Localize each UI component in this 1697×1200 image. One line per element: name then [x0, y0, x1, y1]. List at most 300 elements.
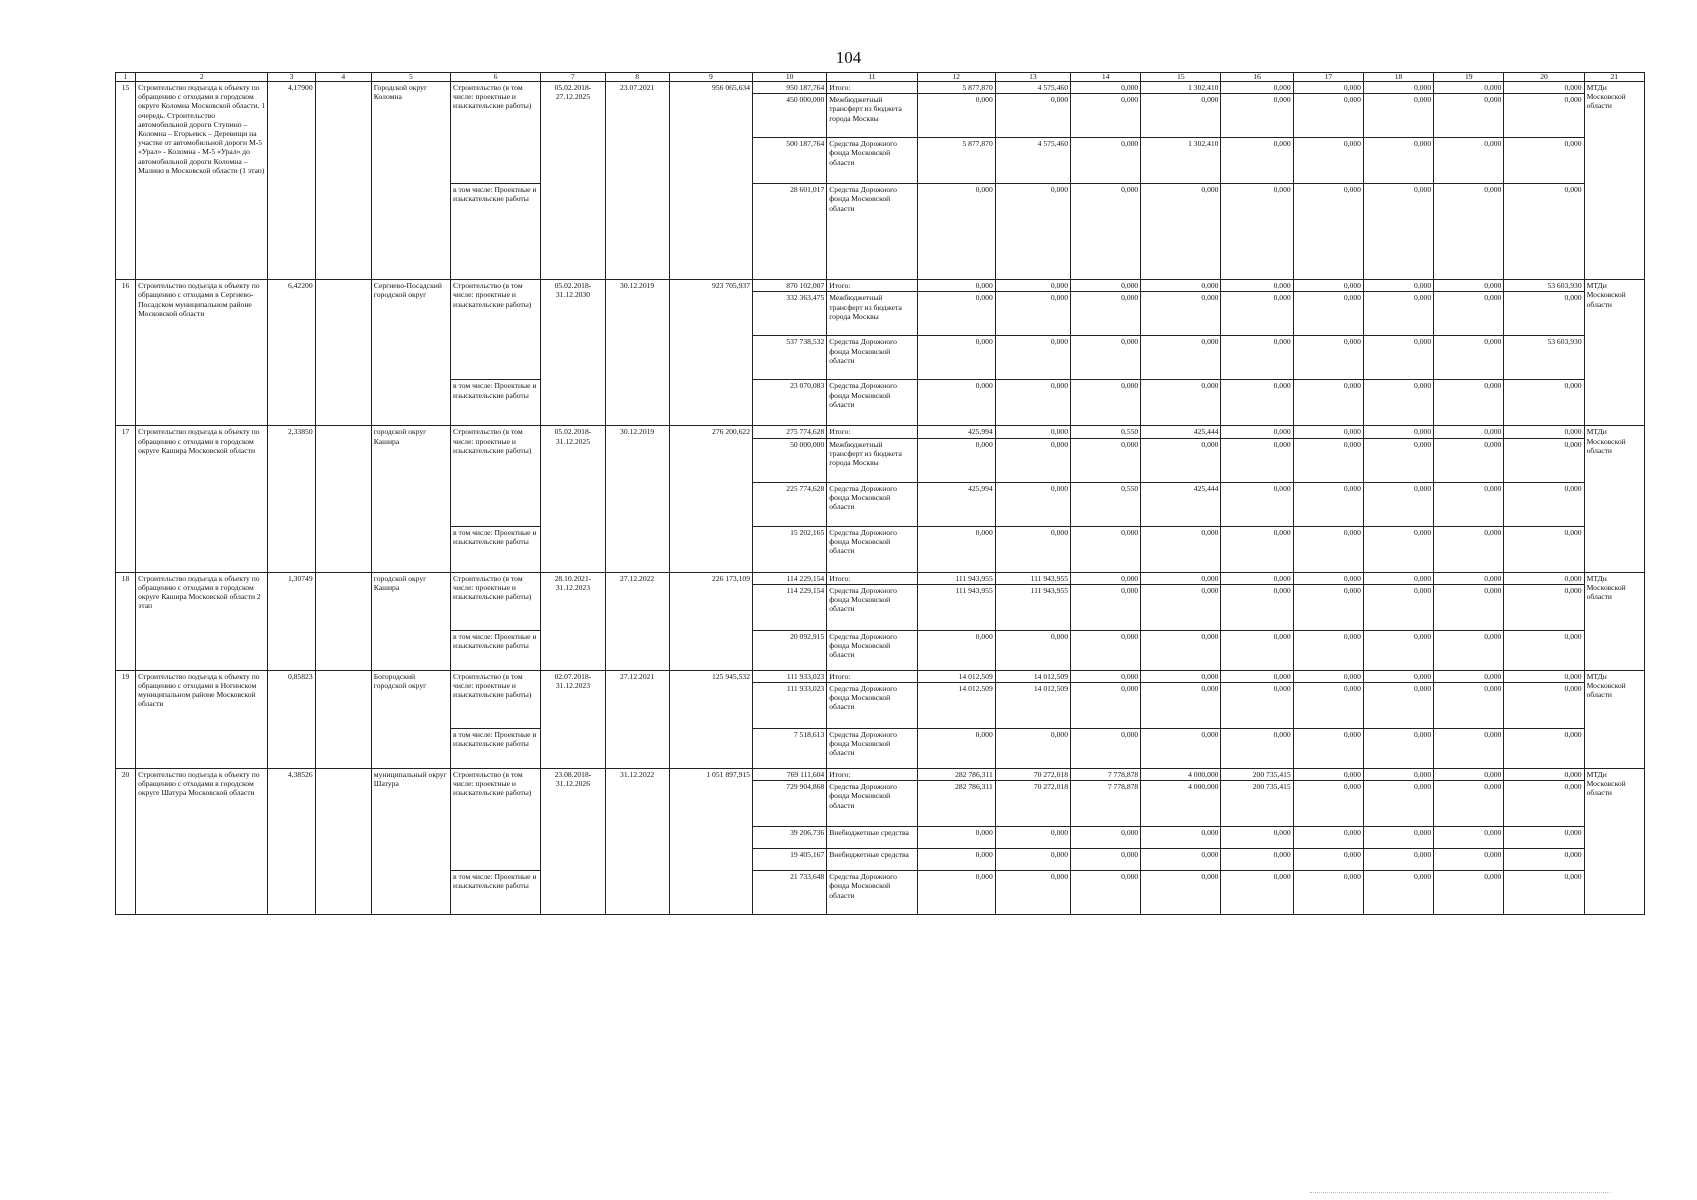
table-row: [116, 572, 1645, 584]
year-amount: 0,000: [1434, 781, 1504, 827]
total-amount: 500 187,764: [753, 138, 827, 184]
year-amount: 0,000: [1504, 380, 1584, 426]
funding-source: Межбюджетный трансферт из бюджета города Москвы: [827, 438, 917, 482]
year-amount: 0,000: [1221, 138, 1293, 184]
total-amount: 50 000,000: [753, 438, 827, 482]
year-amount: 0,000: [995, 380, 1070, 426]
funding-source: Итого:: [827, 280, 917, 292]
total-amount: 537 738,532: [753, 336, 827, 380]
column-number: 6: [451, 73, 541, 82]
year-amount: 0,000: [1363, 769, 1433, 781]
program-objects-table: [115, 72, 1645, 915]
year-amount: 0,000: [995, 438, 1070, 482]
year-amount: 425,994: [917, 426, 995, 438]
year-amount: 0,000: [1363, 94, 1433, 138]
funding-source: Итого:: [827, 426, 917, 438]
year-amount: 0,000: [1293, 292, 1363, 336]
total-amount: 28 601,017: [753, 184, 827, 280]
completion-date: 23.07.2021: [605, 82, 669, 280]
year-amount: 0,000: [1434, 426, 1504, 438]
completion-date: 30.12.2019: [605, 280, 669, 426]
period: 05.02.2018-31.12.2025: [541, 426, 605, 572]
year-amount: 0,000: [1071, 82, 1141, 94]
year-amount: 0,000: [1141, 827, 1221, 849]
year-amount: 0,000: [1293, 683, 1363, 729]
column-number: 10: [753, 73, 827, 82]
column-number: 12: [917, 73, 995, 82]
year-amount: 0,000: [1363, 729, 1433, 769]
work-type-sub: в том числе: Проектные и изыскательские работы: [451, 871, 541, 915]
year-amount: 5 877,870: [917, 138, 995, 184]
year-amount: 0,000: [1504, 827, 1584, 849]
year-amount: 111 943,955: [917, 584, 995, 630]
year-amount: 0,000: [1293, 781, 1363, 827]
year-amount: 0,000: [1363, 184, 1433, 280]
year-amount: 0,000: [1504, 184, 1584, 280]
year-amount: 0,000: [917, 380, 995, 426]
year-amount: 53 603,930: [1504, 280, 1584, 292]
total-amount: 769 111,604: [753, 769, 827, 781]
year-amount: 0,000: [1293, 670, 1363, 682]
work-type: Строительство (в том числе: проектные и изыскательские работы): [451, 572, 541, 630]
year-amount: 0,000: [1293, 526, 1363, 572]
year-amount: 0,000: [1141, 94, 1221, 138]
total-amount: 225 774,628: [753, 482, 827, 526]
funding-source: Средства Дорожного фонда Московской области: [827, 336, 917, 380]
year-amount: 0,000: [1221, 184, 1293, 280]
total-amount: 450 000,000: [753, 94, 827, 138]
funding-source: Средства Дорожного фонда Московской области: [827, 683, 917, 729]
year-amount: 0,000: [995, 426, 1070, 438]
year-amount: 0,000: [1434, 482, 1504, 526]
funding-source: Средства Дорожного фонда Московской области: [827, 526, 917, 572]
funding-source: Средства Дорожного фонда Московской области: [827, 184, 917, 280]
year-amount: 0,000: [1363, 426, 1433, 438]
district: Богородский городской округ: [371, 670, 450, 768]
cost: 276 200,622: [669, 426, 752, 572]
scan-artifact: [1310, 1192, 1610, 1195]
year-amount: 0,000: [1363, 138, 1433, 184]
year-amount: 0,000: [1071, 94, 1141, 138]
year-amount: 0,000: [1141, 280, 1221, 292]
year-amount: 0,000: [1434, 630, 1504, 670]
district: муниципальный округ Шатура: [371, 769, 450, 915]
year-amount: 0,000: [1363, 670, 1433, 682]
year-amount: 0,000: [1363, 572, 1433, 584]
year-amount: 0,000: [1071, 871, 1141, 915]
year-amount: 7 778,878: [1071, 781, 1141, 827]
year-amount: 14 012,509: [995, 670, 1070, 682]
year-amount: 0,000: [1141, 584, 1221, 630]
year-amount: 0,000: [1363, 526, 1433, 572]
year-amount: 0,000: [995, 729, 1070, 769]
year-amount: 0,000: [1504, 769, 1584, 781]
year-amount: 0,000: [1071, 184, 1141, 280]
year-amount: 0,000: [1221, 630, 1293, 670]
table-row: [116, 280, 1645, 292]
year-amount: 0,000: [1363, 438, 1433, 482]
period: 02.07.2018-31.12.2023: [541, 670, 605, 768]
year-amount: 0,000: [1293, 630, 1363, 670]
year-amount: 0,000: [1141, 630, 1221, 670]
year-amount: 0,000: [917, 280, 995, 292]
year-amount: 4 575,460: [995, 82, 1070, 94]
row-number: 18: [116, 572, 136, 670]
column-4: [315, 670, 371, 768]
column-number: 3: [268, 73, 315, 82]
year-amount: 0,000: [917, 438, 995, 482]
year-amount: 0,000: [1141, 438, 1221, 482]
year-amount: 0,000: [995, 849, 1070, 871]
responsible-body: МТДи Московской области: [1584, 670, 1644, 768]
cost: 1 051 897,915: [669, 769, 752, 915]
year-amount: 0,000: [995, 184, 1070, 280]
year-amount: 0,000: [1434, 683, 1504, 729]
year-amount: 0,000: [1221, 426, 1293, 438]
year-amount: 0,000: [1293, 280, 1363, 292]
total-amount: 20 092,915: [753, 630, 827, 670]
year-amount: 0,000: [995, 280, 1070, 292]
column-number-row: [116, 73, 1645, 82]
year-amount: 0,000: [1504, 630, 1584, 670]
length-km: 4,38526: [268, 769, 315, 915]
year-amount: 1 302,410: [1141, 82, 1221, 94]
object-name: Строительство подъезда к объекту по обращению с отходами в городском округе Коломна Московской области. 1 очередь. Строительство автомобильной дороги Ступино – Коломна – Егорьевск – Деревищи на участке от автомобильной дороги М-5 «Урал» - Коломна - М-5 «Урал» до автомобильной дороги Коломна – Малино в Московской области (1 этап): [136, 82, 268, 280]
responsible-body: МТДи Московской области: [1584, 280, 1644, 426]
year-amount: 5 877,870: [917, 82, 995, 94]
year-amount: 0,000: [1071, 683, 1141, 729]
year-amount: 0,000: [1504, 82, 1584, 94]
total-amount: 275 774,628: [753, 426, 827, 438]
year-amount: 0,000: [1221, 827, 1293, 849]
column-number: 2: [136, 73, 268, 82]
total-amount: 111 933,023: [753, 683, 827, 729]
year-amount: 0,000: [1141, 729, 1221, 769]
year-amount: 425,444: [1141, 426, 1221, 438]
year-amount: 0,000: [1071, 584, 1141, 630]
total-amount: 332 363,475: [753, 292, 827, 336]
year-amount: 53 603,930: [1504, 336, 1584, 380]
year-amount: 0,000: [917, 827, 995, 849]
year-amount: 111 943,955: [917, 572, 995, 584]
length-km: 4,17900: [268, 82, 315, 280]
year-amount: 0,000: [995, 292, 1070, 336]
district: Сергиево-Посадский городской округ: [371, 280, 450, 426]
year-amount: 282 786,311: [917, 781, 995, 827]
total-amount: 950 187,764: [753, 82, 827, 94]
year-amount: 0,000: [1293, 184, 1363, 280]
year-amount: 4 000,000: [1141, 769, 1221, 781]
year-amount: 0,000: [1363, 482, 1433, 526]
funding-source: Средства Дорожного фонда Московской области: [827, 584, 917, 630]
year-amount: 0,000: [1141, 336, 1221, 380]
total-amount: 15 202,165: [753, 526, 827, 572]
year-amount: 0,000: [1363, 292, 1433, 336]
year-amount: 0,000: [1363, 336, 1433, 380]
table-row: [116, 426, 1645, 438]
year-amount: 0,000: [917, 729, 995, 769]
year-amount: 0,000: [1071, 670, 1141, 682]
year-amount: 0,000: [1434, 138, 1504, 184]
year-amount: 0,000: [995, 871, 1070, 915]
completion-date: 30.12.2019: [605, 426, 669, 572]
object-name: Строительство подъезда к объекту по обращению с отходами в Сергиево-Посадском муниципальном районе Московской области: [136, 280, 268, 426]
year-amount: 111 943,955: [995, 572, 1070, 584]
work-type-sub: в том числе: Проектные и изыскательские работы: [451, 380, 541, 426]
year-amount: 0,000: [1363, 280, 1433, 292]
year-amount: 0,000: [1221, 482, 1293, 526]
year-amount: 111 943,955: [995, 584, 1070, 630]
table-row: [116, 769, 1645, 781]
row-number: 17: [116, 426, 136, 572]
year-amount: 0,000: [1434, 584, 1504, 630]
column-number: 7: [541, 73, 605, 82]
year-amount: 0,000: [1071, 729, 1141, 769]
year-amount: 0,000: [1504, 138, 1584, 184]
completion-date: 27.12.2021: [605, 670, 669, 768]
year-amount: 4 000,000: [1141, 781, 1221, 827]
row-number: 19: [116, 670, 136, 768]
total-amount: 870 102,007: [753, 280, 827, 292]
year-amount: 0,000: [917, 630, 995, 670]
period: 23.08.2018-31.12.2026: [541, 769, 605, 915]
year-amount: 0,000: [1434, 336, 1504, 380]
column-number: 9: [669, 73, 752, 82]
year-amount: 0,000: [1071, 380, 1141, 426]
year-amount: 0,000: [917, 526, 995, 572]
year-amount: 0,000: [1293, 729, 1363, 769]
year-amount: 4 575,460: [995, 138, 1070, 184]
year-amount: 14 012,509: [917, 670, 995, 682]
total-amount: 114 229,154: [753, 584, 827, 630]
year-amount: 0,000: [917, 94, 995, 138]
funding-source: Межбюджетный трансферт из бюджета города Москвы: [827, 292, 917, 336]
column-4: [315, 280, 371, 426]
column-number: 21: [1584, 73, 1644, 82]
work-type: Строительство (в том числе: проектные и изыскательские работы): [451, 280, 541, 380]
year-amount: 0,000: [1504, 584, 1584, 630]
completion-date: 31.12.2022: [605, 769, 669, 915]
page-number: 104: [835, 48, 862, 67]
year-amount: 200 735,415: [1221, 769, 1293, 781]
funding-source: Итого:: [827, 769, 917, 781]
year-amount: 0,000: [1293, 584, 1363, 630]
year-amount: 0,000: [1071, 630, 1141, 670]
total-amount: 21 733,648: [753, 871, 827, 915]
year-amount: 0,000: [1434, 526, 1504, 572]
year-amount: 0,000: [1293, 82, 1363, 94]
year-amount: 0,000: [995, 482, 1070, 526]
year-amount: 0,000: [1221, 729, 1293, 769]
year-amount: 0,000: [1293, 138, 1363, 184]
responsible-body: МТДи Московской области: [1584, 426, 1644, 572]
year-amount: 0,000: [1293, 438, 1363, 482]
year-amount: 0,550: [1071, 482, 1141, 526]
object-name: Строительство подъезда к объекту по обращению с отходами в городском округе Шатура Московской области: [136, 769, 268, 915]
year-amount: 425,444: [1141, 482, 1221, 526]
total-amount: 114 229,154: [753, 572, 827, 584]
year-amount: 0,000: [1363, 584, 1433, 630]
funding-source: Средства Дорожного фонда Московской области: [827, 630, 917, 670]
year-amount: 0,000: [1434, 849, 1504, 871]
cost: 956 065,634: [669, 82, 752, 280]
year-amount: 0,000: [1504, 781, 1584, 827]
responsible-body: МТДи Московской области: [1584, 82, 1644, 280]
column-number: 14: [1071, 73, 1141, 82]
work-type: Строительство (в том числе: проектные и изыскательские работы): [451, 82, 541, 184]
cost: 125 945,532: [669, 670, 752, 768]
year-amount: 0,000: [1293, 769, 1363, 781]
year-amount: 0,000: [1071, 849, 1141, 871]
year-amount: 0,000: [1504, 526, 1584, 572]
year-amount: 0,000: [917, 336, 995, 380]
year-amount: 0,000: [1363, 871, 1433, 915]
table-row: [116, 82, 1645, 94]
funding-source: Межбюджетный трансферт из бюджета города Москвы: [827, 94, 917, 138]
total-amount: 111 933,023: [753, 670, 827, 682]
year-amount: 0,000: [917, 849, 995, 871]
column-number: 11: [827, 73, 917, 82]
work-type-sub: в том числе: Проектные и изыскательские работы: [451, 184, 541, 280]
year-amount: 0,000: [1293, 871, 1363, 915]
year-amount: 0,000: [917, 184, 995, 280]
column-number: 18: [1363, 73, 1433, 82]
work-type: Строительство (в том числе: проектные и изыскательские работы): [451, 426, 541, 526]
year-amount: 0,000: [1504, 871, 1584, 915]
column-4: [315, 769, 371, 915]
year-amount: 0,000: [995, 94, 1070, 138]
year-amount: 0,000: [1221, 336, 1293, 380]
year-amount: 425,994: [917, 482, 995, 526]
year-amount: 0,000: [1434, 827, 1504, 849]
length-km: 2,33850: [268, 426, 315, 572]
year-amount: 0,000: [1504, 670, 1584, 682]
year-amount: 282 786,311: [917, 769, 995, 781]
year-amount: 0,000: [1221, 438, 1293, 482]
year-amount: 200 735,415: [1221, 781, 1293, 827]
year-amount: 0,000: [1504, 426, 1584, 438]
district: Городской округ Коломна: [371, 82, 450, 280]
total-amount: 19 405,167: [753, 849, 827, 871]
column-number: 15: [1141, 73, 1221, 82]
length-km: 0,85823: [268, 670, 315, 768]
year-amount: 0,000: [1293, 482, 1363, 526]
total-amount: 7 518,613: [753, 729, 827, 769]
year-amount: 0,000: [1293, 336, 1363, 380]
year-amount: 0,000: [995, 630, 1070, 670]
total-amount: 39 206,736: [753, 827, 827, 849]
year-amount: 0,000: [1071, 572, 1141, 584]
year-amount: 0,000: [1363, 82, 1433, 94]
year-amount: 0,000: [1293, 426, 1363, 438]
year-amount: 0,000: [1434, 769, 1504, 781]
year-amount: 70 272,018: [995, 769, 1070, 781]
period: 28.10.2021-31.12.2023: [541, 572, 605, 670]
year-amount: 0,000: [1221, 292, 1293, 336]
work-type: Строительство (в том числе: проектные и изыскательские работы): [451, 670, 541, 728]
funding-source: Итого:: [827, 82, 917, 94]
district: городской округ Кашира: [371, 426, 450, 572]
responsible-body: МТДи Московской области: [1584, 769, 1644, 915]
year-amount: 0,000: [1363, 849, 1433, 871]
work-type-sub: в том числе: Проектные и изыскательские работы: [451, 630, 541, 670]
year-amount: 0,000: [1141, 670, 1221, 682]
year-amount: 0,000: [1363, 380, 1433, 426]
year-amount: 0,000: [1221, 683, 1293, 729]
year-amount: 0,000: [995, 336, 1070, 380]
year-amount: 70 272,018: [995, 781, 1070, 827]
object-name: Строительство подъезда к объекту по обращению с отходами в городском округе Кашира Московской области 2 этап: [136, 572, 268, 670]
object-name: Строительство подъезда к объекту по обращению с отходами в городском округе Кашира Московской области: [136, 426, 268, 572]
year-amount: 0,550: [1071, 426, 1141, 438]
row-number: 20: [116, 769, 136, 915]
year-amount: 0,000: [1071, 438, 1141, 482]
year-amount: 0,000: [1141, 292, 1221, 336]
year-amount: 0,000: [1434, 184, 1504, 280]
year-amount: 0,000: [1293, 94, 1363, 138]
year-amount: 0,000: [1363, 827, 1433, 849]
funding-source: Средства Дорожного фонда Московской области: [827, 380, 917, 426]
year-amount: 0,000: [1504, 482, 1584, 526]
year-amount: 0,000: [1293, 572, 1363, 584]
total-amount: 23 070,083: [753, 380, 827, 426]
year-amount: 14 012,509: [917, 683, 995, 729]
year-amount: 1 302,410: [1141, 138, 1221, 184]
column-4: [315, 426, 371, 572]
year-amount: 0,000: [917, 292, 995, 336]
funding-source: Средства Дорожного фонда Московской области: [827, 729, 917, 769]
column-number: 16: [1221, 73, 1293, 82]
year-amount: 0,000: [1221, 280, 1293, 292]
period: 05.02.2018-31.12.2030: [541, 280, 605, 426]
year-amount: 0,000: [1504, 729, 1584, 769]
funding-source: Средства Дорожного фонда Московской области: [827, 482, 917, 526]
funding-source: Средства Дорожного фонда Московской области: [827, 781, 917, 827]
year-amount: 0,000: [1221, 849, 1293, 871]
work-type-sub: в том числе: Проектные и изыскательские работы: [451, 526, 541, 572]
year-amount: 0,000: [1221, 584, 1293, 630]
year-amount: 0,000: [1363, 630, 1433, 670]
column-number: 19: [1434, 73, 1504, 82]
year-amount: 0,000: [1293, 380, 1363, 426]
column-number: 8: [605, 73, 669, 82]
funding-source: Средства Дорожного фонда Московской области: [827, 138, 917, 184]
year-amount: 0,000: [1434, 380, 1504, 426]
year-amount: 0,000: [1221, 94, 1293, 138]
year-amount: 0,000: [1434, 438, 1504, 482]
year-amount: 0,000: [1504, 683, 1584, 729]
cost: 923 705,937: [669, 280, 752, 426]
completion-date: 27.12.2022: [605, 572, 669, 670]
column-number: 20: [1504, 73, 1584, 82]
year-amount: 0,000: [1434, 871, 1504, 915]
year-amount: 0,000: [1363, 781, 1433, 827]
funding-source: Внебюджетные средства: [827, 849, 917, 871]
year-amount: 0,000: [1434, 94, 1504, 138]
year-amount: 0,000: [1221, 572, 1293, 584]
total-amount: 729 904,868: [753, 781, 827, 827]
year-amount: 0,000: [1434, 670, 1504, 682]
year-amount: 0,000: [1221, 380, 1293, 426]
year-amount: 0,000: [1504, 849, 1584, 871]
row-number: 15: [116, 82, 136, 280]
year-amount: 7 778,878: [1071, 769, 1141, 781]
year-amount: 0,000: [1071, 138, 1141, 184]
year-amount: 0,000: [917, 871, 995, 915]
year-amount: 0,000: [1363, 683, 1433, 729]
year-amount: 0,000: [1141, 380, 1221, 426]
year-amount: 0,000: [1141, 572, 1221, 584]
